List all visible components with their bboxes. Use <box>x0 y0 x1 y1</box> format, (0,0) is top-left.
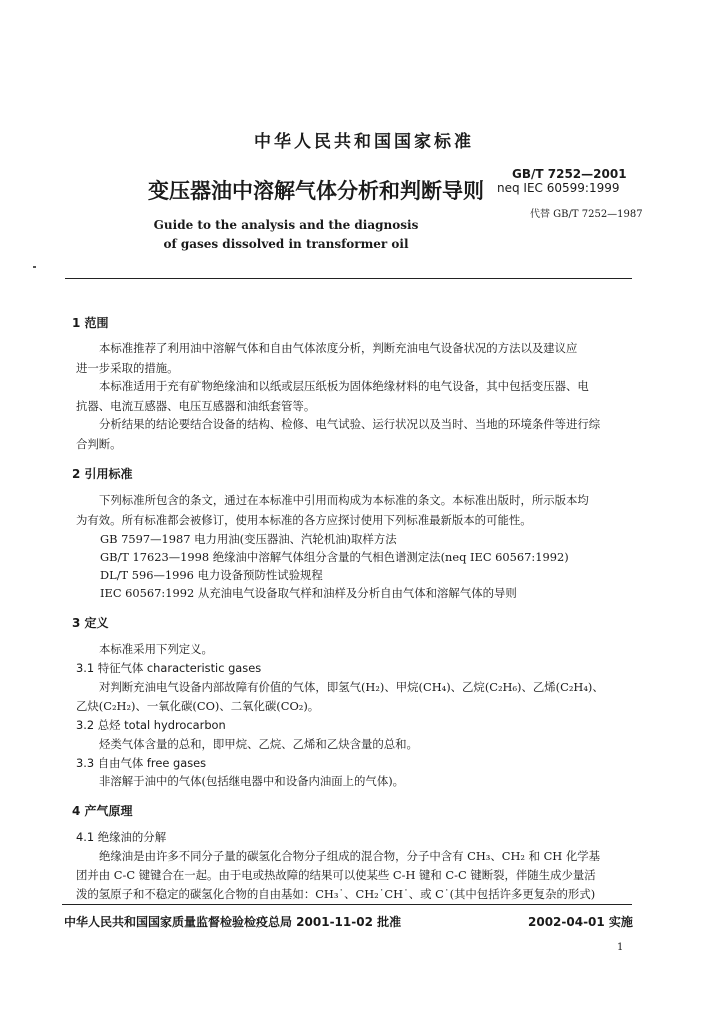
s1-p3-line1: 分析结果的结论要结合设备的结构、检修、电气试验、运行状况以及当时、当地的环境条件等进行综 <box>99 417 601 431</box>
s2-p1-line1: 下列标准所包含的条文，通过在本标准中引用而构成为本标准的条文。本标准出版时，所示版本均 <box>99 493 589 507</box>
section-2-heading: 2 引用标准 <box>72 467 133 481</box>
def-3-1-line1: 对判断充油电气设备内部故障有价值的气体，即氢气(H₂)、甲烷(CH₄)、乙烷(C₂H₆)、乙烯(C₂H₄)、 <box>99 680 604 694</box>
s1-p3-line2: 合判断。 <box>76 437 122 451</box>
def-3-2-line1: 烃类气体含量的总和，即甲烷、乙烷、乙烯和乙炔含量的总和。 <box>99 737 418 751</box>
approval-line: 中华人民共和国国家质量监督检验检疫总局 2001-11-02 批准 <box>64 915 402 929</box>
s1-p2-line1: 本标准适用于充有矿物绝缘油和以纸或层压纸板为固体绝缘材料的电气设备，其中包括变压器、电 <box>99 379 589 393</box>
def-4-1-title: 4.1 绝缘油的分解 <box>76 830 167 844</box>
def-4-1-line3: 泼的氢原子和不稳定的碳氢化合物的自由基如：CH₃˙、CH₂˙CH˙、或 C˙(其中包括许多更复杂的形式) <box>76 887 596 901</box>
s2-p1-line2: 为有效。所有标准都会被修订，使用本标准的各方应探讨使用下列标准最新版本的可能性。 <box>76 513 532 527</box>
def-4-1-line1: 绝缘油是由许多不同分子量的碳氢化合物分子组成的混合物，分子中含有 CH₃、CH₂ 和 CH 化学基 <box>99 849 601 863</box>
standard-replaces: 代替 GB/T 7252—1987 <box>530 209 643 220</box>
s1-p2-line2: 抗器、电流互感器、电压互感器和油纸套管等。 <box>76 399 316 413</box>
implementation-date: 2002-04-01 实施 <box>528 915 633 929</box>
standard-number: GB/T 7252—2001 <box>512 167 627 181</box>
standard-equivalence: neq IEC 60599:1999 <box>497 181 620 195</box>
footer-divider <box>62 904 632 905</box>
header-divider <box>65 278 632 279</box>
s1-p1-line1: 本标准推荐了利用油中溶解气体和自由气体浓度分析，判断充油电气设备状况的方法以及建议应 <box>99 341 578 355</box>
ref-gbt17623: GB/T 17623—1998 绝缘油中溶解气体组分含量的气相色谱测定法(neq IEC 60567:1992) <box>100 550 569 564</box>
def-3-3-line1: 非溶解于油中的气体(包括继电器中和设备内油面上的气体)。 <box>99 774 405 788</box>
s3-intro: 本标准采用下列定义。 <box>99 642 213 656</box>
scan-speck <box>33 266 36 268</box>
document-title-cn: 变压器油中溶解气体分析和判断导则 <box>148 179 484 203</box>
section-1-heading: 1 范围 <box>72 316 109 330</box>
def-4-1-line2: 团并由 C-C 键键合在一起。由于电或热故障的结果可以使某些 C-H 键和 C-C 键断裂，伴随生成少量活 <box>76 868 596 882</box>
national-standard-heading: 中华人民共和国国家标准 <box>254 132 474 152</box>
ref-gb7597: GB 7597—1987 电力用油(变压器油、汽轮机油)取样方法 <box>100 532 397 546</box>
def-3-1-title: 3.1 特征气体 characteristic gases <box>76 661 262 675</box>
ref-iec60567: IEC 60567:1992 从充油电气设备取气样和油样及分析自由气体和溶解气体的导则 <box>100 586 517 600</box>
document-title-en <box>145 216 427 254</box>
section-4-heading: 4 产气原理 <box>72 804 133 818</box>
ref-dlt596: DL/T 596—1996 电力设备预防性试验规程 <box>100 568 323 582</box>
def-3-2-title: 3.2 总烃 total hydrocarbon <box>76 718 226 732</box>
s1-p1-line2: 进一步采取的措施。 <box>76 361 179 375</box>
page-number: 1 <box>617 942 624 953</box>
title-en-line2: of gases dissolved in transformer oil <box>163 237 409 251</box>
section-3-heading: 3 定义 <box>72 616 109 630</box>
def-3-1-line2: 乙炔(C₂H₂)、一氧化碳(CO)、二氧化碳(CO₂)。 <box>76 699 320 713</box>
title-en-line1: Guide to the analysis and the diagnosis <box>153 218 419 232</box>
def-3-3-title: 3.3 自由气体 free gases <box>76 756 207 770</box>
